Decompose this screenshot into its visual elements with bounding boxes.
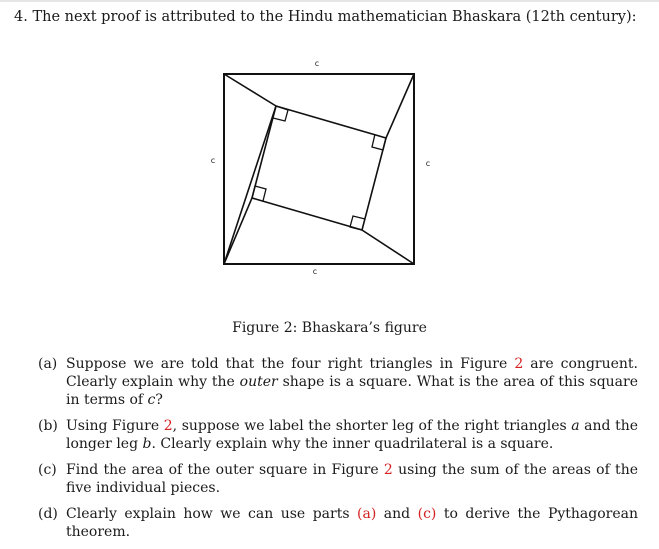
part-d xyxy=(38,505,638,541)
part-b-text: , suppose we label the shorter leg of the right triangles xyxy=(172,418,572,434)
question-parts xyxy=(38,355,638,549)
part-c-text: Find the area of the outer square in Figure xyxy=(66,462,384,478)
part-a-marker: (a) xyxy=(38,356,58,372)
part-a xyxy=(38,355,638,409)
figure-ref-link[interactable]: 2 xyxy=(514,356,524,372)
part-a-text: shape is a square. What is the area of this square in terms of xyxy=(66,374,638,408)
figure-caption: Figure 2: Bhaskara’s figure xyxy=(232,320,427,336)
triangle-leg-top xyxy=(224,74,276,106)
part-d-text: and xyxy=(376,506,418,522)
inner-square-side-left xyxy=(252,106,276,198)
label-bottom-side: c xyxy=(312,267,318,276)
figure-ref-link[interactable]: 2 xyxy=(163,418,173,434)
problem-number: 4. xyxy=(14,9,28,25)
label-top-side: c xyxy=(314,60,320,68)
label-right-side: c xyxy=(425,159,431,168)
part-d-text: to derive the Pythagorean theorem. xyxy=(66,506,638,540)
part-c-marker: (c) xyxy=(38,462,57,478)
figure-ref-link[interactable]: 2 xyxy=(383,462,393,478)
part-ref-link-a[interactable]: (a) xyxy=(357,506,377,522)
part-b-marker: (b) xyxy=(38,418,58,434)
part-c xyxy=(38,461,638,497)
problem-statement xyxy=(14,8,654,26)
bhaskara-diagram xyxy=(206,60,436,280)
part-d-marker: (d) xyxy=(38,506,58,522)
part-c-text: using the sum of the areas of the five individual pieces. xyxy=(66,462,638,496)
part-ref-link-c[interactable]: (c) xyxy=(417,506,437,522)
label-left-side: c xyxy=(210,156,216,165)
part-b-text: and the longer leg xyxy=(66,418,639,452)
variable-b: b xyxy=(142,436,152,452)
variable-c: c xyxy=(147,392,156,408)
triangle-bottom-left xyxy=(224,198,362,264)
part-a-text: ? xyxy=(155,392,163,408)
part-b-text: Using Figure xyxy=(66,418,164,434)
part-b xyxy=(38,417,638,453)
part-a-text: Suppose we are told that the four right triangles in Figure xyxy=(66,356,515,372)
part-d-text: Clearly explain how we can use parts xyxy=(66,506,358,522)
variable-a: a xyxy=(571,418,580,434)
part-b-text: . Clearly explain why the inner quadrilateral is a square. xyxy=(151,436,554,452)
problem-text: The next proof is attributed to the Hindu mathematician Bhaskara (12th century): xyxy=(32,9,637,25)
triangle-bottom-right xyxy=(362,138,414,264)
triangle-top-left xyxy=(224,106,276,264)
triangle-top-right xyxy=(276,74,414,138)
outer-square xyxy=(224,74,414,264)
top-rule xyxy=(0,0,659,2)
bhaskara-figure xyxy=(206,60,436,280)
emphasis-outer: outer xyxy=(239,374,278,390)
part-a-text: are congruent. Clearly explain why the xyxy=(66,356,638,390)
